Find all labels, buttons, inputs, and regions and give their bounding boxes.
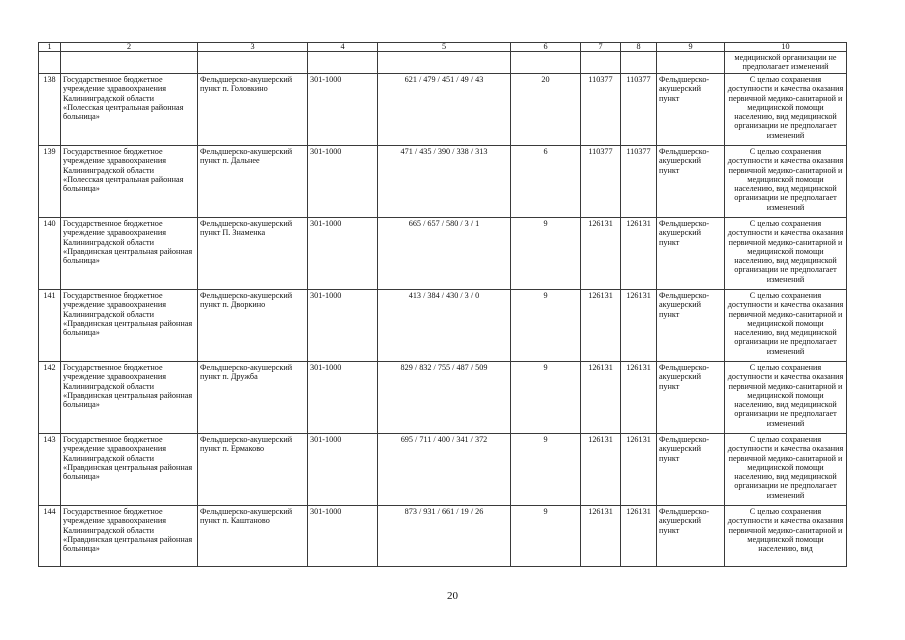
population-values-cell: 829 / 832 / 755 / 487 / 509 [378, 362, 511, 434]
code-cell: 126131 [581, 362, 621, 434]
table-row [39, 218, 847, 290]
code-cell: 126131 [621, 218, 657, 290]
population-values-cell: 665 / 657 / 580 / 3 / 1 [378, 218, 511, 290]
empty-cell [657, 52, 725, 74]
distance-cell: 6 [511, 146, 581, 218]
note-cell: С целью сохранения доступности и качества оказания первичной медико-санитарной и медицинской помощи населению, вид медицинской организации не предполагает изменений [725, 434, 847, 506]
table-row [39, 146, 847, 218]
row-number-cell: 139 [39, 146, 61, 218]
population-values-cell: 413 / 384 / 430 / 3 / 0 [378, 290, 511, 362]
facility-cell: Фельдшерско-акушерский пункт п. Дружба [198, 362, 308, 434]
facility-cell: Фельдшерско-акушерский пункт п. Дальнее [198, 146, 308, 218]
code-cell: 126131 [581, 434, 621, 506]
code-cell: 126131 [621, 434, 657, 506]
continuation-note: медицинской организации не предполагает изменений [725, 52, 847, 74]
row-number-cell: 141 [39, 290, 61, 362]
code-cell: 126131 [621, 506, 657, 567]
column-number-header-row [39, 43, 847, 52]
facility-type-cell: Фельдшерско-акушерский пункт [657, 74, 725, 146]
facility-cell: Фельдшерско-акушерский пункт п. Каштаново [198, 506, 308, 567]
organization-cell: Государственное бюджетное учреждение здравоохранения Калининградской области «Правдинская центральная районная больница» [61, 362, 198, 434]
empty-cell [378, 52, 511, 74]
table-row [39, 434, 847, 506]
population-values-cell: 695 / 711 / 400 / 341 / 372 [378, 434, 511, 506]
table-row [39, 290, 847, 362]
row-number-cell: 142 [39, 362, 61, 434]
facility-cell: Фельдшерско-акушерский пункт п. Дворкино [198, 290, 308, 362]
page-number: 20 [447, 590, 458, 602]
continuation-row [39, 52, 847, 74]
organization-cell: Государственное бюджетное учреждение здравоохранения Калининградской области «Полесская центральная районная больница» [61, 74, 198, 146]
header-cell: 2 [61, 43, 198, 52]
facility-type-cell: Фельдшерско-акушерский пункт [657, 218, 725, 290]
organization-cell: Государственное бюджетное учреждение здравоохранения Калининградской области «Правдинская центральная районная больница» [61, 434, 198, 506]
table-row [39, 74, 847, 146]
population-range-cell: 301-1000 [308, 146, 378, 218]
header-cell: 6 [511, 43, 581, 52]
distance-cell: 20 [511, 74, 581, 146]
facility-type-cell: Фельдшерско-акушерский пункт [657, 290, 725, 362]
facilities-table [38, 42, 847, 567]
table-row [39, 506, 847, 567]
note-cell: С целью сохранения доступности и качества оказания первичной медико-санитарной и медицинской помощи населению, вид [725, 506, 847, 567]
facility-type-cell: Фельдшерско-акушерский пункт [657, 362, 725, 434]
empty-cell [581, 52, 621, 74]
population-values-cell: 621 / 479 / 451 / 49 / 43 [378, 74, 511, 146]
note-cell: С целью сохранения доступности и качества оказания первичной медико-санитарной и медицинской помощи населению, вид медицинской организации не предполагает изменений [725, 362, 847, 434]
empty-cell [39, 52, 61, 74]
header-cell: 3 [198, 43, 308, 52]
header-cell: 7 [581, 43, 621, 52]
row-number-cell: 140 [39, 218, 61, 290]
code-cell: 126131 [581, 506, 621, 567]
row-number-cell: 143 [39, 434, 61, 506]
facility-type-cell: Фельдшерско-акушерский пункт [657, 434, 725, 506]
row-number-cell: 144 [39, 506, 61, 567]
distance-cell: 9 [511, 506, 581, 567]
facility-type-cell: Фельдшерско-акушерский пункт [657, 146, 725, 218]
note-cell: С целью сохранения доступности и качества оказания первичной медико-санитарной и медицинской помощи населению, вид медицинской организации не предполагает изменений [725, 290, 847, 362]
facility-cell: Фельдшерско-акушерский пункт П. Знаменка [198, 218, 308, 290]
organization-cell: Государственное бюджетное учреждение здравоохранения Калининградской области «Правдинская центральная районная больница» [61, 218, 198, 290]
distance-cell: 9 [511, 218, 581, 290]
code-cell: 110377 [621, 74, 657, 146]
population-range-cell: 301-1000 [308, 218, 378, 290]
header-cell: 9 [657, 43, 725, 52]
note-cell: С целью сохранения доступности и качества оказания первичной медико-санитарной и медицинской помощи населению, вид медицинской организации не предполагает изменений [725, 146, 847, 218]
facility-cell: Фельдшерско-акушерский пункт п. Головкино [198, 74, 308, 146]
note-cell: С целью сохранения доступности и качества оказания первичной медико-санитарной и медицинской помощи населению, вид медицинской организации не предполагает изменений [725, 218, 847, 290]
facility-cell: Фельдшерско-акушерский пункт п. Ермаково [198, 434, 308, 506]
distance-cell: 9 [511, 290, 581, 362]
population-values-cell: 873 / 931 / 661 / 19 / 26 [378, 506, 511, 567]
organization-cell: Государственное бюджетное учреждение здравоохранения Калининградской области «Полесская центральная районная больница» [61, 146, 198, 218]
population-values-cell: 471 / 435 / 390 / 338 / 313 [378, 146, 511, 218]
organization-cell: Государственное бюджетное учреждение здравоохранения Калининградской области «Правдинская центральная районная больница» [61, 506, 198, 567]
population-range-cell: 301-1000 [308, 506, 378, 567]
distance-cell: 9 [511, 362, 581, 434]
population-range-cell: 301-1000 [308, 74, 378, 146]
population-range-cell: 301-1000 [308, 434, 378, 506]
header-cell: 1 [39, 43, 61, 52]
empty-cell [621, 52, 657, 74]
population-range-cell: 301-1000 [308, 362, 378, 434]
empty-cell [511, 52, 581, 74]
code-cell: 126131 [621, 362, 657, 434]
population-range-cell: 301-1000 [308, 290, 378, 362]
note-cell: С целью сохранения доступности и качества оказания первичной медико-санитарной и медицинской помощи населению, вид медицинской организации не предполагает изменений [725, 74, 847, 146]
distance-cell: 9 [511, 434, 581, 506]
table-row [39, 362, 847, 434]
code-cell: 126131 [621, 290, 657, 362]
row-number-cell: 138 [39, 74, 61, 146]
header-cell: 4 [308, 43, 378, 52]
empty-cell [198, 52, 308, 74]
header-cell: 8 [621, 43, 657, 52]
code-cell: 110377 [581, 146, 621, 218]
code-cell: 110377 [621, 146, 657, 218]
empty-cell [308, 52, 378, 74]
code-cell: 110377 [581, 74, 621, 146]
code-cell: 126131 [581, 290, 621, 362]
empty-cell [61, 52, 198, 74]
header-cell: 5 [378, 43, 511, 52]
organization-cell: Государственное бюджетное учреждение здравоохранения Калининградской области «Правдинская центральная районная больница» [61, 290, 198, 362]
code-cell: 126131 [581, 218, 621, 290]
facility-type-cell: Фельдшерско-акушерский пункт [657, 506, 725, 567]
header-cell: 10 [725, 43, 847, 52]
